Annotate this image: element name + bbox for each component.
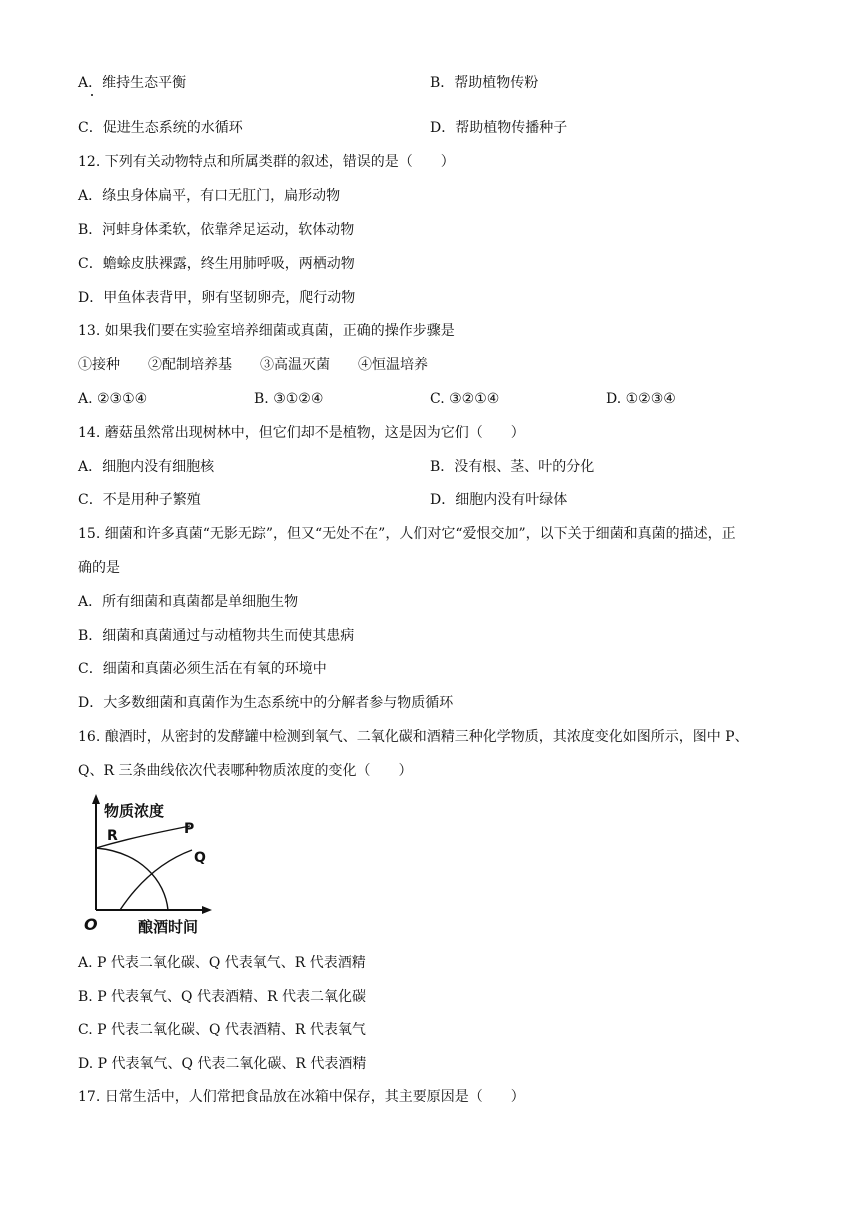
- q14-stem: 14. 蘑菇虽然常出现树林中，但它们却不是植物，这是因为它们（ ）: [78, 425, 525, 441]
- y-axis-label: 物质浓度: [104, 802, 165, 820]
- q16-stem-line2: Q、R 三条曲线依次代表哪种物质浓度的变化（ ）: [78, 763, 413, 779]
- q16-option-c: C. P 代表二氧化碳、Q 代表酒精、R 代表氧气: [78, 1022, 366, 1038]
- q12-option-d: D．甲鱼体表背甲，卵有坚韧卵壳，爬行动物: [78, 290, 356, 306]
- q15-stem-line1: 15. 细菌和许多真菌“无影无踪”，但又“无处不在”，人们对它“爱恨交加”，以下关于细菌和真菌的描述，正: [78, 526, 736, 542]
- q15-option-b: B．细菌和真菌通过与动植物共生而使其患病: [78, 628, 355, 644]
- curve-label-r: R: [107, 828, 118, 844]
- curve-q: [120, 850, 192, 910]
- q16-option-a: A. P 代表二氧化碳、Q 代表氧气、R 代表酒精: [78, 955, 366, 971]
- q14-option-a: A．细胞内没有细胞核: [78, 459, 215, 475]
- q13-option-a: A. ②③①④: [78, 391, 148, 407]
- concentration-graph: [80, 790, 230, 940]
- y-axis-arrow: [92, 794, 100, 804]
- x-axis-label: 酿酒时间: [138, 918, 199, 936]
- emphasis-dot: [91, 94, 93, 96]
- q11-option-b: B．帮助植物传粉: [430, 75, 539, 91]
- x-axis-arrow: [202, 906, 212, 914]
- curve-label-q: Q: [194, 850, 206, 866]
- q11-option-c: C．促进生态系统的水循环: [78, 120, 243, 136]
- q13-option-b: B. ③①②④: [254, 391, 324, 407]
- curve-label-p: P: [184, 821, 195, 837]
- q12-stem: 12. 下列有关动物特点和所属类群的叙述，错误的是（ ）: [78, 154, 455, 170]
- q16-stem-line1: 16. 酿酒时，从密封的发酵罐中检测到氧气、二氧化碳和酒精三种化学物质，其浓度变化如图所示，图中 P、: [78, 729, 749, 745]
- q13-option-c: C. ③②①④: [430, 391, 500, 407]
- curve-r: [96, 848, 168, 910]
- q11-option-a: A．维持生态平衡: [78, 75, 187, 91]
- q16-option-d: D. P 代表氧气、Q 代表二氧化碳、R 代表酒精: [78, 1056, 367, 1072]
- q14-option-b: B．没有根、茎、叶的分化: [430, 459, 595, 475]
- q12-option-c: C．蟾蜍皮肤裸露，终生用肺呼吸，两栖动物: [78, 256, 355, 272]
- q15-option-d: D．大多数细菌和真菌作为生态系统中的分解者参与物质循环: [78, 695, 454, 711]
- q15-stem-line2: 确的是: [78, 560, 120, 576]
- q12-option-a: A．绦虫身体扁平，有口无肛门，扁形动物: [78, 188, 341, 204]
- q13-stem: 13. 如果我们要在实验室培养细菌或真菌，正确的操作步骤是: [78, 323, 455, 339]
- q15-option-c: C．细菌和真菌必须生活在有氧的环境中: [78, 661, 327, 677]
- q15-option-a: A．所有细菌和真菌都是单细胞生物: [78, 594, 299, 610]
- q12-option-b: B．河蚌身体柔软，依靠斧足运动，软体动物: [78, 222, 355, 238]
- origin-label: O: [84, 915, 98, 934]
- q17-stem: 17. 日常生活中，人们常把食品放在冰箱中保存，其主要原因是（ ）: [78, 1089, 525, 1105]
- q13-option-d: D. ①②③④: [606, 391, 676, 407]
- q14-option-c: C．不是用种子繁殖: [78, 492, 201, 508]
- q13-steps: ①接种 ②配制培养基 ③高温灭菌 ④恒温培养: [78, 357, 428, 373]
- q16-option-b: B. P 代表氧气、Q 代表酒精、R 代表二氧化碳: [78, 989, 366, 1005]
- q11-option-d: D．帮助植物传播种子: [430, 120, 568, 136]
- q14-option-d: D．细胞内没有叶绿体: [430, 492, 568, 508]
